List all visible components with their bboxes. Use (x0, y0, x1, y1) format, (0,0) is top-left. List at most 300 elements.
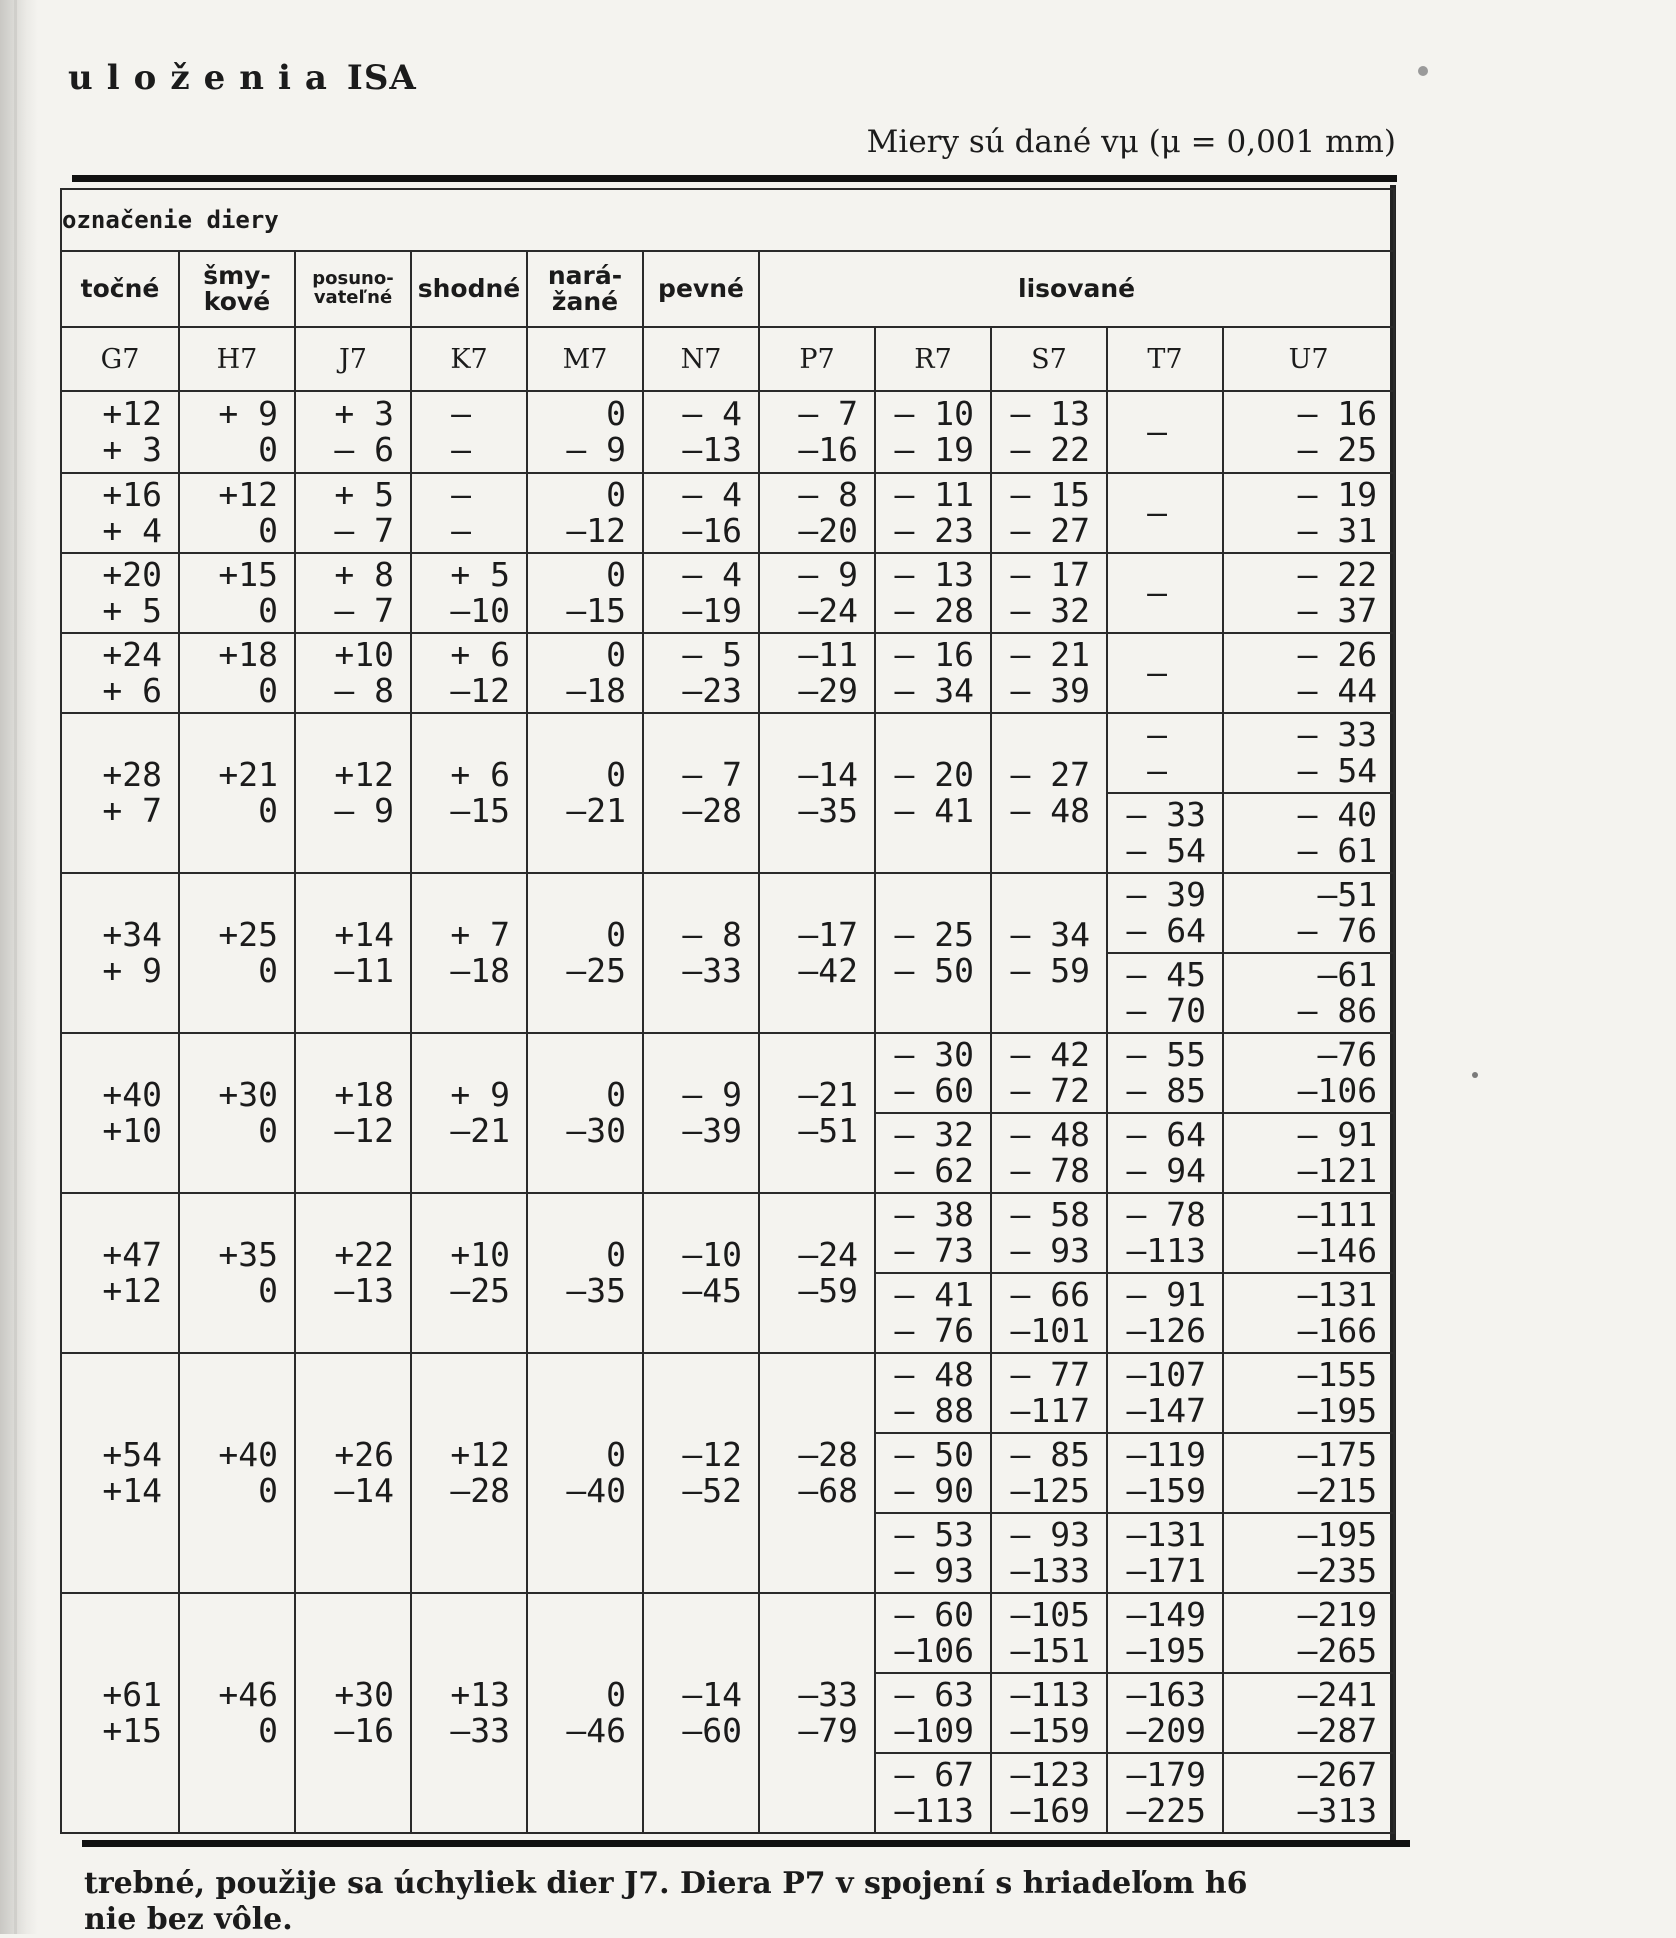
table-cell (875, 1033, 991, 1113)
table-cell (527, 473, 643, 553)
cell-value: —12 (450, 671, 510, 710)
cell-value: — 48 (1010, 1115, 1090, 1154)
cell-value: 0 (258, 671, 278, 710)
cell-value: + 8 (334, 555, 394, 594)
cell-value: —195 (1297, 1515, 1378, 1554)
cell-value: — 19 (1297, 475, 1378, 514)
cell-value: — 66 (1010, 1275, 1090, 1314)
table-cell (643, 1593, 759, 1833)
bottom-rule (82, 1840, 1410, 1847)
table-cell (1107, 553, 1223, 633)
cell-value: 0 (258, 1711, 278, 1750)
table-cell (759, 473, 875, 553)
table-cell (759, 553, 875, 633)
cell-value: — 62 (894, 1151, 974, 1190)
tolerance-code-header: R7 (875, 327, 991, 391)
page-spine (14, 0, 17, 1934)
table-cell (991, 1593, 1107, 1673)
tolerance-code-header: S7 (991, 327, 1107, 391)
cell-value: —267 (1297, 1755, 1378, 1794)
cell-value: — 64 (1126, 911, 1206, 950)
cell-value: —113 (1126, 1231, 1206, 1270)
cell-value: +12 (218, 475, 278, 514)
cell-value: + 9 (102, 951, 162, 990)
cell-value: —151 (1010, 1631, 1090, 1670)
hole-label-row (61, 189, 1394, 251)
cell-value: 0 (258, 791, 278, 830)
table-row (61, 633, 1394, 713)
table-cell (643, 1033, 759, 1193)
cell-value: —21 (798, 1075, 858, 1114)
cell-value: — 32 (1010, 591, 1090, 630)
cell-value: —159 (1010, 1711, 1090, 1750)
cell-value: — 7 (682, 755, 742, 794)
cell-value: — 34 (1010, 915, 1090, 954)
cell-value: 0 (258, 1471, 278, 1510)
table-cell (991, 553, 1107, 633)
cell-value: +14 (334, 915, 394, 954)
tolerance-code-header: H7 (179, 327, 295, 391)
table-cell (991, 873, 1107, 1033)
fit-group-header: točné (61, 251, 179, 327)
table-cell (1223, 1753, 1394, 1833)
tolerance-code-header: T7 (1107, 327, 1223, 391)
table-cell (527, 391, 643, 473)
table-cell (1107, 713, 1223, 793)
cell-value: +14 (102, 1471, 162, 1510)
cell-value: — 58 (1010, 1195, 1090, 1234)
cell-value: — 93 (1010, 1515, 1090, 1554)
cell-value: — 27 (1010, 511, 1090, 550)
table-cell (1223, 873, 1394, 953)
table-cell (1107, 1033, 1223, 1113)
cell-value: —117 (1010, 1391, 1090, 1430)
table-cell (1223, 1033, 1394, 1113)
cell-value: 0 (258, 430, 278, 469)
cell-value: —25 (566, 951, 626, 990)
tolerance-code-header: M7 (527, 327, 643, 391)
table-cell (759, 1353, 875, 1593)
cell-value: + 5 (450, 555, 510, 594)
table-cell (1223, 953, 1394, 1033)
cell-value: — 22 (1010, 430, 1090, 469)
cell-value: —45 (682, 1271, 742, 1310)
cell-value: +25 (218, 915, 278, 954)
cell-value: — 91 (1126, 1275, 1206, 1314)
table-cell (295, 1033, 411, 1193)
cell-value: —166 (1297, 1311, 1378, 1350)
table-cell (527, 633, 643, 713)
table-cell (991, 391, 1107, 473)
cell-value: —163 (1126, 1675, 1206, 1714)
table-cell (991, 1113, 1107, 1193)
table-cell (1223, 473, 1394, 553)
table-cell (991, 633, 1107, 713)
cell-value: — 67 (894, 1755, 974, 1794)
table-cell (1223, 633, 1394, 713)
cell-value: 0 (606, 635, 626, 674)
table-cell (643, 473, 759, 553)
cell-value: — 9 (682, 1075, 742, 1114)
table-cell (1107, 1673, 1223, 1753)
cell-value: 0 (258, 1111, 278, 1150)
cell-value: —121 (1297, 1151, 1378, 1190)
cell-value: — 13 (1010, 394, 1090, 433)
cell-value: — 48 (894, 1355, 974, 1394)
cell-value: +22 (334, 1235, 394, 1274)
table-cell (1223, 713, 1394, 793)
cell-value: — 88 (894, 1391, 974, 1430)
table-cell (527, 713, 643, 873)
units-note: Miery sú dané vμ (μ = 0,001 mm) (866, 124, 1396, 160)
table-cell (61, 1353, 179, 1593)
table-cell (991, 1033, 1107, 1113)
cell-value: — 9 (566, 430, 626, 469)
cell-value: — 45 (1126, 955, 1206, 994)
cell-value: + 9 (218, 394, 278, 433)
cell-value: —13 (682, 430, 742, 469)
table-cell (411, 713, 527, 873)
cell-value: — 64 (1126, 1115, 1206, 1154)
cell-value: 0 (606, 1435, 626, 1474)
cell-value: —10 (682, 1235, 742, 1274)
footnote-text: trebné, použije sa úchyliek dier J7. Diera P7 v spojení s hriadeľom h6 nie bez vôle. (84, 1866, 1248, 1937)
cell-value: 0 (606, 394, 626, 433)
table-cell (295, 1193, 411, 1353)
cell-value: +61 (102, 1675, 162, 1714)
cell-value: —42 (798, 951, 858, 990)
cell-value: — (451, 430, 471, 469)
table-cell (875, 1113, 991, 1193)
tolerance-table (60, 188, 1395, 1834)
cell-value: —10 (450, 591, 510, 630)
cell-value: —101 (1010, 1311, 1090, 1350)
cell-value: —11 (798, 635, 858, 674)
cell-value: —35 (798, 791, 858, 830)
cell-value: —12 (682, 1435, 742, 1474)
table-cell (643, 553, 759, 633)
table-cell (759, 1033, 875, 1193)
cell-value: + 5 (334, 475, 394, 514)
cell-value: — 50 (894, 1435, 974, 1474)
cell-value: —59 (798, 1271, 858, 1310)
cell-value: — 42 (1010, 1035, 1090, 1074)
cell-value: —12 (334, 1111, 394, 1150)
cell-value: —28 (798, 1435, 858, 1474)
table-cell (411, 873, 527, 1033)
table-cell (1223, 1273, 1394, 1353)
cell-value: —14 (334, 1471, 394, 1510)
cell-value: —33 (798, 1675, 858, 1714)
table-cell (991, 1753, 1107, 1833)
cell-value: — 41 (894, 791, 974, 830)
cell-value: —76 (1317, 1035, 1378, 1074)
tolerance-code-header: G7 (61, 327, 179, 391)
table-cell (1223, 1593, 1394, 1673)
table-cell (759, 1593, 875, 1833)
cell-value: — 11 (894, 475, 974, 514)
fit-group-header: nará- žané (527, 251, 643, 327)
cell-value: 0 (606, 1675, 626, 1714)
cell-value: —21 (566, 791, 626, 830)
cell-value: —30 (566, 1111, 626, 1150)
cell-value: +12 (102, 1271, 162, 1310)
cell-value: — 86 (1297, 991, 1378, 1030)
print-speck (1472, 1072, 1478, 1078)
cell-value: —133 (1010, 1551, 1090, 1590)
table-cell (1107, 953, 1223, 1033)
cell-value: +26 (334, 1435, 394, 1474)
cell-value: —16 (798, 430, 858, 469)
cell-value: +10 (334, 635, 394, 674)
footnote (84, 1866, 1384, 1938)
table-cell (1107, 391, 1223, 473)
cell-value: — 16 (1297, 394, 1378, 433)
cell-value: —23 (682, 671, 742, 710)
cell-value: —155 (1297, 1355, 1378, 1394)
cell-value: — 33 (1297, 715, 1378, 754)
table-cell (1107, 1513, 1223, 1593)
cell-value: — 28 (894, 591, 974, 630)
cell-value: —109 (894, 1711, 974, 1750)
cell-value: — 13 (894, 555, 974, 594)
cell-value: +30 (334, 1675, 394, 1714)
table-cell (411, 1193, 527, 1353)
cell-value: — 90 (894, 1471, 974, 1510)
table-cell (875, 1193, 991, 1273)
cell-value: 0 (258, 511, 278, 550)
table-cell (527, 1033, 643, 1193)
table-cell (411, 633, 527, 713)
cell-value: +12 (334, 755, 394, 794)
cell-value: —125 (1010, 1471, 1090, 1510)
cell-value: — 53 (894, 1515, 974, 1554)
cell-value: +10 (450, 1235, 510, 1274)
cell-value: — 85 (1010, 1435, 1090, 1474)
table-cell (643, 633, 759, 713)
cell-value: —149 (1126, 1595, 1206, 1634)
cell-value: +20 (102, 555, 162, 594)
cell-value: — 50 (894, 951, 974, 990)
table-cell (411, 1593, 527, 1833)
cell-value: +10 (102, 1111, 162, 1150)
table-row (61, 873, 1394, 953)
cell-value: — 48 (1010, 791, 1090, 830)
table-cell (179, 391, 295, 473)
table-cell (643, 1353, 759, 1593)
cell-value: — 32 (894, 1115, 974, 1154)
cell-value: —24 (798, 1235, 858, 1274)
cell-value: —19 (682, 591, 742, 630)
cell-value: —106 (1297, 1071, 1378, 1110)
table-cell (875, 1273, 991, 1353)
table-cell (1107, 1193, 1223, 1273)
tolerance-code-header: J7 (295, 327, 411, 391)
table-cell (875, 473, 991, 553)
cell-value: —131 (1126, 1515, 1206, 1554)
title-abbrev: ISA (346, 58, 417, 98)
cell-value: — 44 (1297, 671, 1378, 710)
table-row (61, 391, 1394, 473)
cell-value: —24 (798, 591, 858, 630)
cell-value: — 7 (798, 394, 858, 433)
cell-value: +47 (102, 1235, 162, 1274)
cell-value: —225 (1126, 1791, 1206, 1830)
table-cell (759, 873, 875, 1033)
cell-value: 0 (606, 555, 626, 594)
cell-value: +15 (102, 1711, 162, 1750)
cell-value: —28 (450, 1471, 510, 1510)
cell-value: — 17 (1010, 555, 1090, 594)
cell-value: 0 (258, 1271, 278, 1310)
cell-value: — 8 (798, 475, 858, 514)
table-row (61, 1193, 1394, 1273)
table-cell (991, 1513, 1107, 1593)
cell-value: — (1147, 573, 1167, 612)
cell-value: — (451, 475, 471, 514)
table-cell (179, 713, 295, 873)
cell-value: — 20 (894, 755, 974, 794)
cell-value: 0 (606, 755, 626, 794)
cell-value: —111 (1297, 1195, 1378, 1234)
cell-value: — 76 (894, 1311, 974, 1350)
cell-value: —51 (798, 1111, 858, 1150)
table-cell (179, 473, 295, 553)
cell-value: — 60 (894, 1071, 974, 1110)
table-cell (179, 633, 295, 713)
table-cell (875, 873, 991, 1033)
table-cell (1107, 1273, 1223, 1353)
cell-value: — 25 (1297, 430, 1378, 469)
cell-value: —20 (798, 511, 858, 550)
cell-value: — 61 (1297, 831, 1378, 870)
cell-value: —61 (1317, 955, 1378, 994)
cell-value: +18 (334, 1075, 394, 1114)
cell-value: + 6 (450, 755, 510, 794)
table-cell (643, 873, 759, 1033)
table-cell (759, 633, 875, 713)
table-cell (1223, 1513, 1394, 1593)
cell-value: — 16 (894, 635, 974, 674)
table-cell (61, 553, 179, 633)
cell-value: —169 (1010, 1791, 1090, 1830)
table-cell (875, 1433, 991, 1513)
cell-value: — 91 (1297, 1115, 1378, 1154)
table-cell (1223, 1193, 1394, 1273)
table-cell (991, 1433, 1107, 1513)
cell-value: —119 (1126, 1435, 1206, 1474)
cell-value: — 73 (894, 1231, 974, 1270)
cell-value: — 5 (682, 635, 742, 674)
cell-value: —79 (798, 1711, 858, 1750)
table-cell (295, 391, 411, 473)
cell-value: —18 (450, 951, 510, 990)
cell-value: — (1147, 653, 1167, 692)
cell-value: + 9 (450, 1075, 510, 1114)
cell-value: —16 (682, 511, 742, 550)
table-cell (991, 713, 1107, 873)
cell-value: — (1147, 715, 1167, 754)
table-cell (527, 1193, 643, 1353)
table-cell (1223, 391, 1394, 473)
fit-group-header: šmy- kové (179, 251, 295, 327)
cell-value: 0 (258, 951, 278, 990)
cell-value: —219 (1297, 1595, 1378, 1634)
cell-value: —12 (566, 511, 626, 550)
print-speck (1418, 66, 1428, 76)
cell-value: —14 (682, 1675, 742, 1714)
cell-value: — 9 (798, 555, 858, 594)
table-cell (1107, 1753, 1223, 1833)
cell-value: —25 (450, 1271, 510, 1310)
cell-value: —131 (1297, 1275, 1378, 1314)
cell-value: — 59 (1010, 951, 1090, 990)
table-cell (61, 1033, 179, 1193)
cell-value: —40 (566, 1471, 626, 1510)
cell-value: — 9 (334, 791, 394, 830)
cell-value: —68 (798, 1471, 858, 1510)
cell-value: —171 (1126, 1551, 1206, 1590)
table-cell (179, 873, 295, 1033)
cell-value: — 78 (1010, 1151, 1090, 1190)
cell-value: +54 (102, 1435, 162, 1474)
cell-value: — (1147, 493, 1167, 532)
table-cell (61, 391, 179, 473)
cell-value: —241 (1297, 1675, 1378, 1714)
table-cell (527, 873, 643, 1033)
cell-value: —17 (798, 915, 858, 954)
table-cell (991, 1193, 1107, 1273)
cell-value: +24 (102, 635, 162, 674)
table-cell (179, 553, 295, 633)
cell-value: — 33 (1126, 795, 1206, 834)
cell-value: — 37 (1297, 591, 1378, 630)
cell-value: — 34 (894, 671, 974, 710)
table-cell (875, 713, 991, 873)
table-cell (1223, 1433, 1394, 1513)
table-cell (991, 1673, 1107, 1753)
cell-value: — 31 (1297, 511, 1378, 550)
table-cell (1107, 473, 1223, 553)
cell-value: — 85 (1126, 1071, 1206, 1110)
table-cell (411, 391, 527, 473)
cell-value: —33 (450, 1711, 510, 1750)
table-cell (295, 633, 411, 713)
cell-value: —52 (682, 1471, 742, 1510)
table-cell (527, 1593, 643, 1833)
fit-group-row (61, 251, 1394, 327)
fit-group-header: posuno- vateľné (295, 251, 411, 327)
tolerance-table-wrap (60, 188, 1393, 1834)
table-cell (179, 1593, 295, 1833)
cell-value: —46 (566, 1711, 626, 1750)
cell-value: —29 (798, 671, 858, 710)
cell-value: — 38 (894, 1195, 974, 1234)
cell-value: —16 (334, 1711, 394, 1750)
cell-value: — 22 (1297, 555, 1378, 594)
cell-value: —35 (566, 1271, 626, 1310)
cell-value: +15 (218, 555, 278, 594)
cell-value: + 7 (102, 791, 162, 830)
table-cell (295, 1593, 411, 1833)
cell-value: +40 (102, 1075, 162, 1114)
table-cell (61, 633, 179, 713)
table-row (61, 553, 1394, 633)
cell-value: — 93 (894, 1551, 974, 1590)
cell-value: — 26 (1297, 635, 1378, 674)
cell-value: —126 (1126, 1311, 1206, 1350)
cell-value: — 4 (682, 475, 742, 514)
